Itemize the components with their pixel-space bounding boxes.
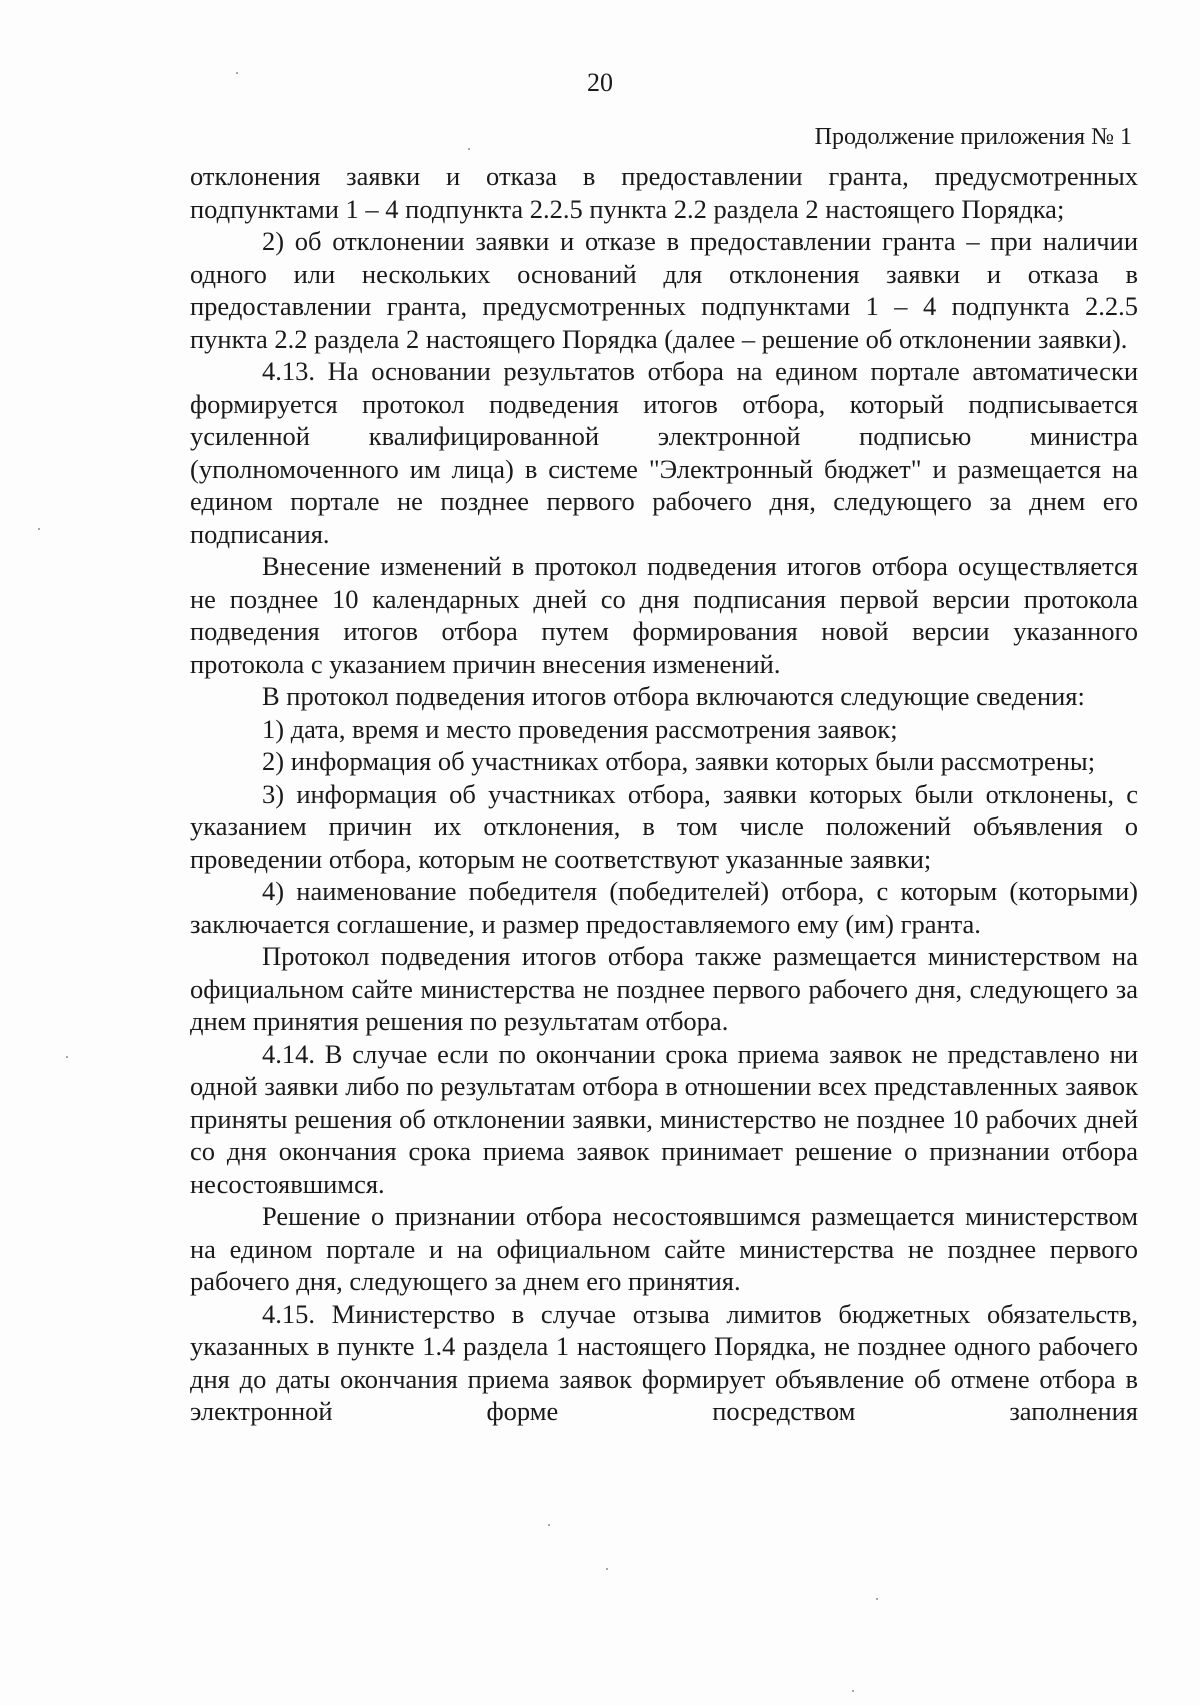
list-item-4: 4) наименование победителя (победителей) отбора, с которым (которыми) заключается соглашение, и размер предоставляемого ему (им) гранта. [190,876,1138,939]
paragraph-protocol-changes: Внесение изменений в протокол подведения итогов отбора осуществляется не позднее 10 календарных дней со дня подписания первой версии протокола подведения итогов отбора путем формирования новой версии указанного протокола с указанием причин внесения изменений. [190,551,1138,679]
scan-speck [606,1568,608,1570]
scan-speck [236,72,238,74]
paragraph-4-15: 4.15. Министерство в случае отзыва лимитов бюджетных обязательств, указанных в пункте 1.4 раздела 1 настоящего Порядка, не позднее одного рабочего дня до даты окончания приема заявок формирует объявление об отмене отбора в электронной форме посредством заполнения [190,1298,1138,1426]
scan-speck [468,148,470,150]
scan-speck [66,1056,68,1058]
scan-speck [852,1690,854,1692]
paragraph-item-2: 2) об отклонении заявки и отказе в предоставлении гранта – при наличии одного или нескольких оснований для отклонения заявки и отказа в предоставлении гранта, предусмотренных подпунктами 1 – 4 подпункта 2.2.5 пункта 2.2 раздела 2 настоящего Порядка (далее – решение об отклонении заявки). [190,226,1138,354]
paragraph-continued: отклонения заявки и отказа в предоставлении гранта, предусмотренных подпунктами 1 – 4 подпункта 2.2.5 пункта 2.2 раздела 2 настоящего Порядка; [190,161,1138,224]
paragraph-protocol-publication: Протокол подведения итогов отбора также размещается министерством на официальном сайте министерства не позднее первого рабочего дня, следующего за днем принятия решения по результатам отбора. [190,941,1138,1036]
paragraph-4-14: 4.14. В случае если по окончании срока приема заявок не представлено ни одной заявки либо по результатам отбора в отношении всех представленных заявок приняты решения об отклонении заявки, министерство не позднее 10 рабочих дней со дня окончания срока приема заявок принимает решение о признании отбора несостоявшимся. [190,1038,1138,1199]
appendix-continuation-label: Продолжение приложения № 1 [814,124,1132,150]
paragraph-protocol-contents: В протокол подведения итогов отбора включаются следующие сведения: [262,681,1085,711]
scan-speck [38,528,40,530]
paragraph-4-13: 4.13. На основании результатов отбора на едином портале автоматически формируется протокол подведения итогов отбора, который подписывается усиленной квалифицированной электронной подписью министра (уполномоченного им лица) в системе "Электронный бюджет" и размещается на едином портале не позднее первого рабочего дня, следующего за днем его подписания. [190,356,1138,549]
list-item-2: 2) информация об участниках отбора, заявки которых были рассмотрены; [262,746,1096,776]
scan-speck [548,1524,550,1526]
page-number: 20 [587,68,613,97]
list-item-3: 3) информация об участниках отбора, заявки которых были отклонены, с указанием причин их отклонения, в том числе положений объявления о проведении отбора, которым не соответствуют указанные заявки; [190,778,1138,874]
document-body [190,160,1138,1428]
list-item-1: 1) дата, время и место проведения рассмотрения заявок; [262,713,898,744]
paragraph-failed-selection: Решение о признании отбора несостоявшимся размещается министерством на едином портале и на официальном сайте министерства не позднее первого рабочего дня, следующего за днем его принятия. [190,1201,1138,1296]
scan-speck [876,1598,878,1600]
